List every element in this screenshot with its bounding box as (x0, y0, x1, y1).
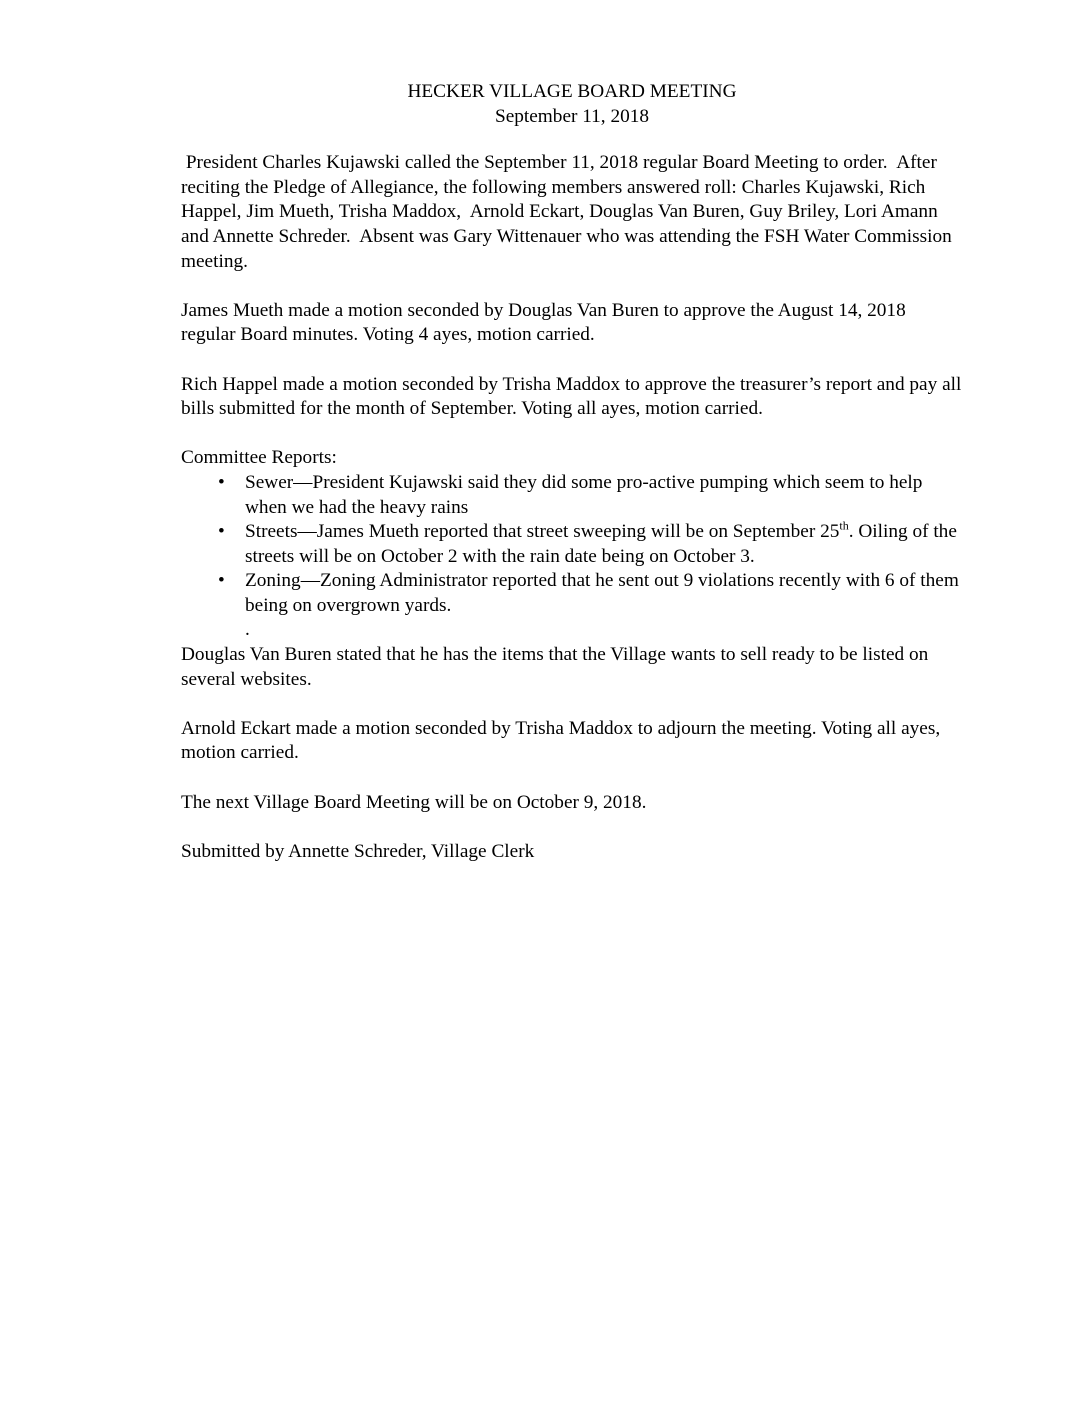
bullet-icon: • (218, 521, 225, 543)
committee-item-sewer-text: Sewer—President Kujawski said they did some pro-active pumping which seem to help when we had the heavy rains (245, 471, 923, 518)
committee-reports-list (181, 471, 963, 619)
minutes-approval-paragraph: James Mueth made a motion seconded by Douglas Van Buren to approve the August 14, 2018 regular Board minutes. Voting 4 ayes, motion carried. (181, 299, 906, 346)
committee-item-streets-text: Streets—James Mueth reported that street sweeping will be on September 25 (245, 521, 840, 543)
stray-period: . (245, 619, 250, 641)
treasurer-report-paragraph: Rich Happel made a motion seconded by Trisha Maddox to approve the treasurer’s report and pay all bills submitted for the month of September. Voting all ayes, motion carried. (181, 373, 962, 420)
document-body (181, 80, 963, 864)
committee-item-zoning-text: Zoning—Zoning Administrator reported that he sent out 9 violations recently with 6 of them being on overgrown yards. (245, 570, 959, 616)
bullet-icon: • (218, 570, 225, 592)
websites-paragraph: Douglas Van Buren stated that he has the items that the Village wants to sell ready to be listed on several websites. (181, 644, 929, 690)
committee-item-streets-text-cont: . Oiling of the streets will be on October 2 with the rain date being on October 3. (245, 521, 957, 567)
document-title: HECKER VILLAGE BOARD MEETING (407, 81, 737, 102)
submitted-by-paragraph: Submitted by Annette Schreder, Village Clerk (181, 840, 535, 862)
roll-call-paragraph: President Charles Kujawski called the September 11, 2018 regular Board Meeting to order. After reciting the Pledge of Allegiance, the following members answered roll: Charles Kujawski, Rich Happel, Jim Mueth, Trisha Maddox, Arnold Eckart, Douglas Van Buren, Guy Briley, Lori Amann and Annette Schreder. Absent was Gary Wittenauer who was attending the FSH Water Commission meeting. (181, 152, 957, 272)
adjourn-paragraph: Arnold Eckart made a motion seconded by Trisha Maddox to adjourn the meeting. Voting all ayes, motion carried. (181, 717, 941, 764)
committee-item-zoning (181, 569, 963, 618)
ordinal-suffix: th (839, 518, 849, 533)
committee-item-sewer (181, 471, 963, 520)
meeting-date: September 11, 2018 (494, 105, 650, 127)
committee-reports-heading: Committee Reports: (181, 447, 337, 469)
committee-item-streets (181, 520, 963, 569)
document-header (181, 80, 963, 129)
next-meeting-paragraph: The next Village Board Meeting will be on October 9, 2018. (181, 791, 647, 813)
bullet-icon: • (218, 471, 225, 493)
